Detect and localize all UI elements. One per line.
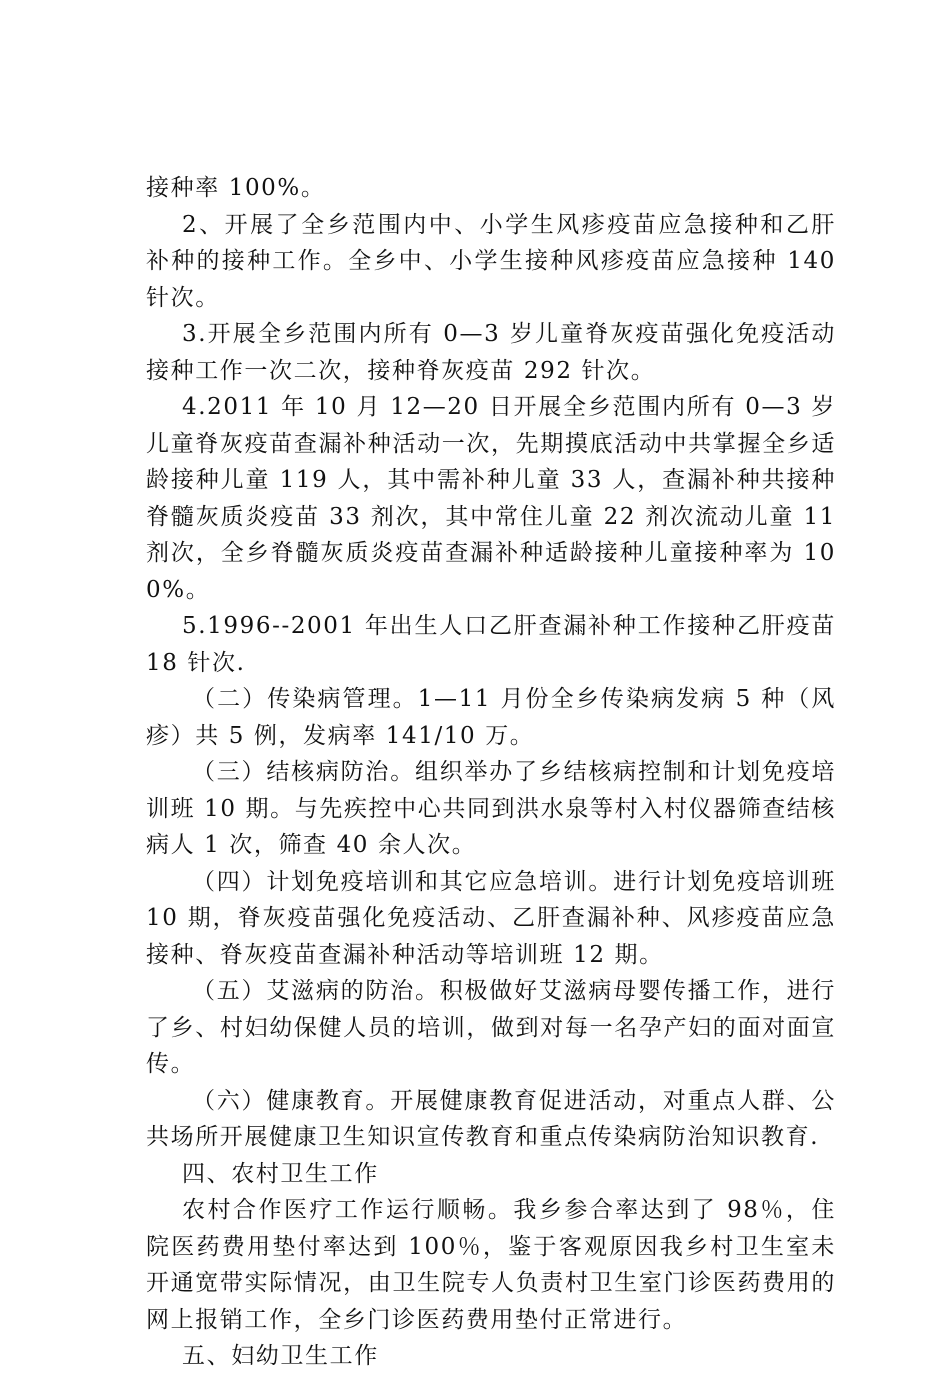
heading-rural-health: 四、农村卫生工作 (182, 1160, 379, 1187)
paragraph-item-5: 5.1996--2001 年出生人口乙肝查漏补种工作接种乙肝疫苗 18 针次. (146, 613, 836, 676)
paragraph-section-2: （二）传染病管理。1—11 月份全乡传染病发病 5 种（风疹）共 5 例，发病率 141/10 万。 (146, 686, 836, 749)
heading-maternal-child-health: 五、妇幼卫生工作 (182, 1343, 379, 1369)
paragraph-item-4: 4.2011 年 10 月 12—20 日开展全乡范围内所有 0—3 岁儿童脊灰疫苗查漏补种活动一次，先期摸底活动中共掌握全乡适龄接种儿童 119 人，其中需补种儿童 33 人，查漏补种共接种脊髓灰质炎疫苗 33 剂次，其中常住儿童 22 剂次流动儿童 11 剂次，全乡脊髓灰质炎疫苗查漏补种适龄接种儿童接种率为 100%。 (146, 394, 836, 603)
paragraph-vaccination-rate: 接种率 100%。 (146, 175, 326, 201)
paragraph-item-3: 3.开展全乡范围内所有 0—3 岁儿童脊灰疫苗强化免疫活动接种工作一次二次，接种脊灰疫苗 292 针次。 (146, 321, 836, 384)
paragraph-section-3: （三）结核病防治。组织举办了乡结核病控制和计划免疫培训班 10 期。与先疾控中心共同到洪水泉等村入村仪器筛查结核病人 1 次，筛查 40 余人次。 (146, 759, 836, 858)
paragraph-section-4: （四）计划免疫培训和其它应急培训。进行计划免疫培训班 10 期，脊灰疫苗强化免疫活动、乙肝查漏补种、风疹疫苗应急接种、脊灰疫苗查漏补种活动等培训班 12 期。 (146, 868, 836, 968)
document-page (146, 170, 836, 1375)
paragraph-section-5: （五）艾滋病的防治。积极做好艾滋病母婴传播工作，进行了乡、村妇幼保健人员的培训，做到对每一名孕产妇的面对面宣传。 (146, 978, 836, 1077)
paragraph-rural-cooperative: 农村合作医疗工作运行顺畅。我乡参合率达到了 98％，住院医药费用垫付率达到 100％，鉴于客观原因我乡村卫生室未开通宽带实际情况，由卫生院专人负责村卫生室门诊医药费用的网上报销工作，全乡门诊医药费用垫付正常进行。 (146, 1197, 836, 1333)
paragraph-item-2: 2、开展了全乡范围内中、小学生风疹疫苗应急接种和乙肝补种的接种工作。全乡中、小学生接种风疹疫苗应急接种 140 针次。 (146, 211, 836, 311)
paragraph-section-6: （六）健康教育。开展健康教育促进活动，对重点人群、公共场所开展健康卫生知识宣传教育和重点传染病防治知识教育. (146, 1087, 836, 1150)
